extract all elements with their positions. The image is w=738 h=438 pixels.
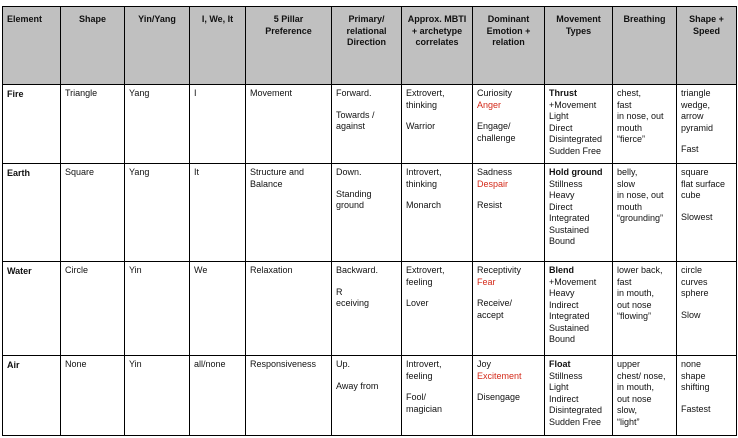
cell-line: Introvert,: [406, 359, 442, 369]
cell-line: curves: [681, 276, 708, 287]
cell-line: Slowest: [681, 211, 713, 222]
breathing-cell: [613, 164, 677, 262]
iweit-cell: It: [190, 164, 246, 262]
cell-line: Monarch: [406, 200, 442, 210]
cell-line: Standing: [336, 188, 372, 199]
speed-cell: [677, 85, 737, 164]
emotion-cell: [473, 262, 545, 356]
emotion-relation: Receive/: [477, 298, 513, 308]
emotion-shadow: Despair: [477, 178, 509, 189]
spacer: [681, 134, 732, 144]
spacer: [681, 300, 732, 310]
cell-line: feeling: [406, 276, 433, 287]
cell-line: thinking: [406, 99, 438, 110]
cell-line: in mouth,: [617, 288, 655, 298]
table-row: [3, 164, 737, 262]
emotion-relation: Engage/: [477, 121, 511, 131]
pillar-cell: Movement: [246, 85, 332, 164]
spacer: [477, 190, 540, 200]
cell-line: chest,: [617, 88, 642, 98]
movement-quality: Integrated: [549, 213, 590, 223]
movement-quality: Bound: [549, 236, 576, 246]
element-name: Air: [3, 356, 61, 436]
emotion-relation: challenge: [477, 132, 516, 143]
cell-line: in nose, out: [617, 111, 664, 121]
cell-line: Warrior: [406, 121, 436, 131]
header-speed: Shape + Speed: [677, 7, 737, 85]
emotion-primary: Sadness: [477, 167, 513, 177]
shape-cell: None: [61, 356, 125, 436]
spacer: [477, 382, 540, 392]
header-element: Element: [3, 7, 61, 85]
yinyang-cell: Yang: [125, 85, 190, 164]
cell-line: square: [681, 167, 709, 177]
movement-quality: Sustained: [549, 224, 590, 235]
cell-line: in mouth,: [617, 382, 655, 392]
cell-line: Extrovert,: [406, 265, 445, 275]
cell-line: chest/ nose,: [617, 370, 666, 381]
cell-line: slow,: [617, 405, 638, 415]
cell-line: shifting: [681, 382, 710, 392]
breathing-cell: [613, 262, 677, 356]
cell-line: none: [681, 359, 702, 369]
movement-quality: Light: [549, 111, 569, 121]
movement-quality: Sudden Free: [549, 145, 602, 156]
emotion-shadow: Anger: [477, 99, 502, 110]
cell-line: “grounding”: [617, 213, 664, 223]
movement-cell: [545, 85, 613, 164]
mbti-cell: [402, 164, 473, 262]
spacer: [681, 202, 732, 212]
header-direction: Primary/ relational Direction: [332, 7, 402, 85]
cell-line: Down.: [336, 167, 362, 177]
cell-line: arrow: [681, 111, 704, 121]
iweit-cell: all/none: [190, 356, 246, 436]
spacer: [477, 288, 540, 298]
table-row: [3, 356, 737, 436]
movement-quality: Heavy: [549, 288, 575, 298]
cell-line: cube: [681, 190, 701, 200]
pillar-cell: Relaxation: [246, 262, 332, 356]
spacer: [336, 371, 397, 381]
cell-line: belly,: [617, 167, 638, 177]
shape-cell: Triangle: [61, 85, 125, 164]
cell-line: “flowing”: [617, 311, 652, 321]
table-row: [3, 85, 737, 164]
elements-table: [2, 6, 737, 436]
movement-name: Thrust: [549, 88, 577, 98]
header-iweit: I, We, It: [190, 7, 246, 85]
cell-line: Up.: [336, 359, 351, 369]
cell-line: flat surface: [681, 178, 726, 189]
header-mbti: Approx. MBTI + archetype correlates: [402, 7, 473, 85]
spacer: [336, 179, 397, 189]
movement-quality: Disintegrated: [549, 405, 603, 415]
cell-line: eceiving: [336, 298, 370, 308]
cell-line: lower back,: [617, 265, 663, 275]
shape-cell: Circle: [61, 262, 125, 356]
cell-line: circle: [681, 265, 703, 275]
movement-quality: Indirect: [549, 299, 579, 310]
cell-line: thinking: [406, 178, 438, 189]
cell-line: “light”: [617, 416, 640, 427]
movement-quality: Sustained: [549, 322, 590, 333]
cell-line: R: [336, 286, 343, 297]
pillar-cell: Responsiveness: [246, 356, 332, 436]
cell-line: against: [336, 121, 366, 131]
emotion-relation: Resist: [477, 200, 503, 210]
movement-quality: Stillness: [549, 370, 583, 381]
movement-cell: [545, 262, 613, 356]
cell-line: Towards /: [336, 109, 375, 120]
spacer: [681, 394, 732, 404]
cell-line: out nose: [617, 393, 652, 404]
yinyang-cell: Yin: [125, 356, 190, 436]
element-name: Fire: [3, 85, 61, 164]
spacer: [336, 277, 397, 287]
spacer: [406, 288, 468, 298]
table-row: [3, 262, 737, 356]
movement-quality: Sudden Free: [549, 416, 602, 427]
cell-line: upper: [617, 359, 641, 369]
mbti-cell: [402, 262, 473, 356]
header-movement: Movement Types: [545, 7, 613, 85]
movement-quality: Indirect: [549, 393, 579, 404]
cell-line: Introvert,: [406, 167, 442, 177]
cell-line: shape: [681, 370, 706, 381]
emotion-cell: [473, 85, 545, 164]
cell-line: in nose, out: [617, 190, 664, 200]
cell-line: mouth: [617, 201, 643, 212]
cell-line: magician: [406, 403, 443, 414]
movement-quality: +Movement: [549, 276, 597, 287]
cell-line: Extrovert,: [406, 88, 445, 98]
cell-line: mouth: [617, 122, 643, 133]
cell-line: fast: [617, 99, 632, 110]
yinyang-cell: Yin: [125, 262, 190, 356]
cell-line: Away from: [336, 380, 379, 391]
header-yinyang: Yin/Yang: [125, 7, 190, 85]
speed-cell: [677, 262, 737, 356]
movement-quality: Stillness: [549, 178, 583, 189]
cell-line: triangle: [681, 88, 711, 98]
pillar-cell: Structure and Balance: [246, 164, 332, 262]
emotion-cell: [473, 356, 545, 436]
cell-line: feeling: [406, 370, 433, 381]
movement-quality: Bound: [549, 334, 576, 344]
cell-line: out nose: [617, 299, 652, 310]
movement-quality: Light: [549, 382, 569, 392]
direction-cell: [332, 85, 402, 164]
spacer: [406, 190, 468, 200]
header-row: [3, 7, 737, 85]
spacer: [406, 382, 468, 392]
cell-line: Backward.: [336, 265, 379, 275]
movement-cell: [545, 164, 613, 262]
direction-cell: [332, 356, 402, 436]
emotion-shadow: Excitement: [477, 370, 522, 381]
spacer: [336, 100, 397, 110]
emotion-shadow: Fear: [477, 276, 496, 287]
movement-quality: Direct: [549, 201, 573, 212]
cell-line: Fastest: [681, 403, 711, 414]
shape-cell: Square: [61, 164, 125, 262]
spacer: [477, 111, 540, 121]
speed-cell: [677, 164, 737, 262]
movement-quality: Heavy: [549, 190, 575, 200]
cell-line: Fast: [681, 144, 699, 154]
cell-line: fast: [617, 276, 632, 287]
iweit-cell: I: [190, 85, 246, 164]
movement-quality: +Movement: [549, 99, 597, 110]
movement-name: Blend: [549, 265, 575, 275]
emotion-relation: accept: [477, 309, 504, 320]
movement-quality: Disintegrated: [549, 134, 603, 144]
speed-cell: [677, 356, 737, 436]
cell-line: Lover: [406, 298, 429, 308]
movement-name: Hold ground: [549, 167, 603, 177]
element-name: Earth: [3, 164, 61, 262]
cell-line: Slow: [681, 309, 701, 320]
cell-line: wedge,: [681, 99, 711, 110]
emotion-primary: Receptivity: [477, 265, 522, 275]
mbti-cell: [402, 85, 473, 164]
header-emotion: Dominant Emotion + relation: [473, 7, 545, 85]
emotion-primary: Curiosity: [477, 88, 513, 98]
movement-quality: Integrated: [549, 311, 590, 321]
cell-line: ground: [336, 200, 365, 210]
element-name: Water: [3, 262, 61, 356]
emotion-relation: Disengage: [477, 392, 521, 402]
header-breathing: Breathing: [613, 7, 677, 85]
header-shape: Shape: [61, 7, 125, 85]
mbti-cell: [402, 356, 473, 436]
breathing-cell: [613, 356, 677, 436]
yinyang-cell: Yang: [125, 164, 190, 262]
movement-cell: [545, 356, 613, 436]
cell-line: Forward.: [336, 88, 372, 98]
cell-line: “fierce”: [617, 134, 646, 144]
header-pillar: 5 Pillar Preference: [246, 7, 332, 85]
direction-cell: [332, 262, 402, 356]
cell-line: slow: [617, 178, 636, 189]
movement-quality: Direct: [549, 122, 573, 133]
emotion-primary: Joy: [477, 359, 492, 369]
cell-line: pyramid: [681, 122, 714, 133]
iweit-cell: We: [190, 262, 246, 356]
emotion-cell: [473, 164, 545, 262]
cell-line: sphere: [681, 288, 709, 298]
cell-line: Fool/: [406, 392, 427, 402]
breathing-cell: [613, 85, 677, 164]
spacer: [406, 111, 468, 121]
movement-name: Float: [549, 359, 571, 369]
direction-cell: [332, 164, 402, 262]
